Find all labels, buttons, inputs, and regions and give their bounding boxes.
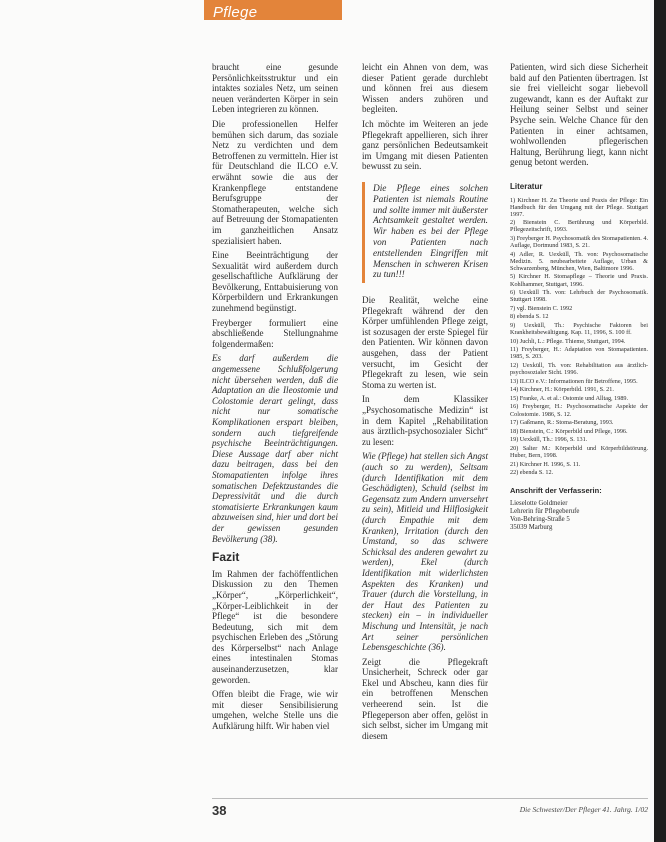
page-footer	[212, 798, 648, 818]
pull-quote: Die Pflege eines solchen Patienten ist niemals Routine und sollte immer mit äußerster Achtsamkeit gestaltet werden. Wir haben es bei der Pflege von Patienten nach entstellenden Eingriffen mit Menschen in schweren Krisen zu tun!!!	[362, 182, 488, 283]
paragraph: Offen bleibt die Frage, wie wir mit dieser Sensibilisierung umgehen, welche Stelle uns die Aufklärung hilft. Wir haben viel	[212, 689, 338, 732]
literature-item: 21) Kirchner H. 1996, S. 11.	[510, 460, 581, 468]
literature-item: 12) Uexküll, Th. von: Rehabilitation aus ärztlich-psychosozialer Sicht. 1996.	[510, 362, 648, 377]
text-column-3	[510, 62, 648, 532]
paragraph: Im Rahmen der fachöffentlichen Diskussion zu den Themen „Körper“, „Körperlichkeit“, „Körper-Leiblichkeit in der Pflege“ ist die besondere Bedeutung, sich mit dem psychischen Erleben des „Störung des Körperselbst“ nach Anlage eines intestinalen Stomas auseinanderzusetzen, klar geworden.	[212, 568, 338, 685]
literature-item: 6) Uexküll Th. von: Lehrbuch der Psychosomatik. Stuttgart 1998.	[510, 289, 648, 304]
paragraph: Patienten, wird sich diese Sicherheit bald auf den Patienten übertragen. Ist sie frei vielleicht sogar liebevoll zugewandt, kann es der Auftakt zur Heilung seiner Selbst und seiner Psyche sein. Welche Chance für den Patienten in einer achtsamen, wohlwollenden pflegerischen Haltung, Berührung liegt, kann nicht genug betont werden.	[510, 62, 648, 168]
literature-item: 14) Kirchner, H.: Körperbild. 1991, S. 21.	[510, 386, 614, 394]
literature-item: 8) ebenda S. 12	[510, 313, 549, 321]
literature-item: 13) ILCO e.V.: Informationen für Betroffene, 1995.	[510, 377, 638, 385]
text-column-2	[362, 62, 488, 745]
text-column-1	[212, 62, 338, 736]
literature-item: 22) ebenda S. 12.	[510, 469, 554, 477]
address-line: Lehrerin für Pflegeberufe	[510, 507, 580, 515]
italic-quote-paragraph: Wie (Pflege) hat stellen sich Angst (auch so zu werden), Seltsam (durch Identifikation mit dem Geschädigten), Schuld (selbst im Gegensatz zum Andern unversehrt zu sein), Mitleid und Hilflosigkeit (durch Empathie mit dem Kranken), Irritation (durch den Umstand, so das schwere Schicksal des anderen gewahrt zu werden), Ekel (durch Identifikation mit widerlichsten Aspekten des Kranken) und Trauer (durch die Vorstellung, in der Haut des Patienten zu stecken) ein – in individueller Mischung und Intensität, je nach Art seiner persönlichen Lebensgeschichte (36).	[362, 451, 488, 653]
literature-item: 3) Freyberger H. Psychosomatik des Stomapatienten. 4. Auflage, Dortmund 1983, S. 21.	[510, 235, 648, 250]
literature-item: 18) Bienstein, C.: Körperbild und Pflege, 1996.	[510, 427, 628, 435]
page-number: 38	[212, 803, 227, 818]
literature-item: 7) vgl. Bienstein C. 1992	[510, 304, 573, 312]
section-heading-fazit: Fazit	[212, 550, 240, 565]
page-binding-edge	[654, 0, 666, 842]
literature-item: 11) Freyberger, H.: Adaptation von Stomapatienten. 1985, S. 203.	[510, 346, 648, 361]
paragraph: Ich möchte im Weiteren an jede Pflegekraft appellieren, sich ihrer ganz persönlichen Bedeutsamkeit im Umgang mit diesen Patienten bewusst zu sein.	[362, 118, 488, 172]
address-line: Von-Behring-Straße 5	[510, 515, 570, 523]
address-heading: Anschrift der Verfasserin:	[510, 486, 602, 496]
paragraph: In dem Klassiker „Psychosomatische Medizin“ ist in dem Kapitel „Rehabilitation aus ärztlich-psychosozialer Sicht“ zu lesen:	[362, 394, 488, 447]
literature-item: 19) Uexküll, Th.: 1996, S. 131.	[510, 436, 588, 444]
literature-item: 15) Franke, A. et al.: Ostomie und Alltag, 1989.	[510, 394, 629, 402]
literature-item: 10) Juchli, L.: Pflege. Thieme, Stuttgart, 1994.	[510, 337, 626, 345]
paragraph: Freyberger formuliert eine abschließende Stellungnahme folgendermaßen:	[212, 317, 338, 349]
paragraph: Zeigt die Pflegekraft Unsicherheit, Schreck oder gar Ekel und Abscheu, kann dies für ein betroffenen Menschen verheerend sein. Ist die Pflegeperson aber offen, gelöst in sich selbst, sicher im Umgang mit diesem	[362, 656, 488, 741]
literature-item: 16) Freyberger, H.: Psychosomatische Aspekte der Colostomie. 1986, S. 12.	[510, 403, 648, 418]
literature-list	[510, 197, 648, 477]
paragraph: Die professionellen Helfer bemühen sich darum, das soziale Netz zu verdichten und dem Betroffenen zu vermitteln. Hier ist für Deutschland die ILCO e.V. erwähnt sowie die aus der Krankenpflege entstandene Berufsgruppe der Stomatherapeuten, welche sich auf Betreuung der Stomapatienten im ganzheitlichen Ansatz spezialisiert haben.	[212, 118, 338, 246]
literature-item: 5) Kirchner H. Stomapflege – Theorie und Praxis. Kohlhammer, Stuttgart, 1996.	[510, 273, 648, 288]
literature-item: 1) Kirchner H. Zu Theorie und Praxis der Pflege: Ein Handbuch für den Umgang mit der Pflege. Stuttgart 1997.	[510, 196, 648, 218]
paragraph: Eine Beeinträchtigung der Sexualität wird außerdem durch gesellschaftliche Aufklärung der Bevölkerung, Enttabuisierung von Körperbildern und Erkrankungen zunehmend begünstigt.	[212, 250, 338, 314]
paragraph: leicht ein Ahnen von dem, was dieser Patient gerade durchlebt und können frei aus diesem Wissen anders zuhören und begleiten.	[362, 62, 488, 115]
literature-item: 9) Uexküll, Th.: Psychische Faktoren bei Krankheitsbewältigung. Kap. 11, 1996, S. 100 ff.	[510, 322, 648, 337]
author-address	[510, 500, 648, 532]
literature-item: 2) Bienstein C. Berührung und Körperbild. Pflegezeitschrift, 1993.	[510, 219, 648, 234]
journal-reference: Die Schwester/Der Pfleger 41. Jahrg. 1/02	[519, 805, 648, 814]
literature-item: 17) Gaßmann, R.: Stoma-Beratung, 1993.	[510, 419, 614, 427]
address-line: Lieselotte Goldmeier	[510, 499, 568, 507]
address-line: 35039 Marburg	[510, 523, 553, 531]
paragraph: braucht eine gesunde Persönlichkeitsstruktur und ein intaktes soziales Netz, um seinen neuen veränderten Körper in sein Leben integrieren zu können.	[212, 62, 338, 115]
literature-heading: Literatur	[510, 181, 543, 191]
paragraph: Die Realität, welche eine Pflegekraft während der den Körper umfühlenden Pflege zeigt, ist sozusagen der erste Spiegel für den Patienten. Wir können davon ausgehen, dass der Patient versucht, im Gesicht der Pflegekraft zu lesen, wie sein Stoma zu werten ist.	[362, 295, 488, 390]
section-title: Pflege	[213, 4, 258, 21]
literature-item: 4) Adler, R. Uexküll, Th. von: Psychosomatische Medizin. 5. neubearbeitete Auflage, Urban & Schwarzenberg, München, Wien, Baltimore 1996.	[510, 250, 648, 272]
italic-quote-paragraph: Es darf außerdem die angemessene Schlußfolgerung nicht übersehen werden, daß die Adaptation an die Ileostomie und Colostomie derart gelingt, dass nicht nur somatische Komplikationen erspart bleiben, sondern auch tiefgreifende psychische Beeinträchtigungen. Diese Aussage darf aber nicht dazu beitragen, dass bei den Stomapatienten infolge ihres somatischen Defektzustandes die Depressivität und die durch stomatisierte Erkrankungen kaum abzuweisen sind, hier und dort bei der gewissen gesunden Bevölkerung (38).	[212, 353, 338, 544]
literature-item: 20) Salter M.: Körperbild und Körperbildstörung. Huber, Bern, 1998.	[510, 444, 648, 460]
